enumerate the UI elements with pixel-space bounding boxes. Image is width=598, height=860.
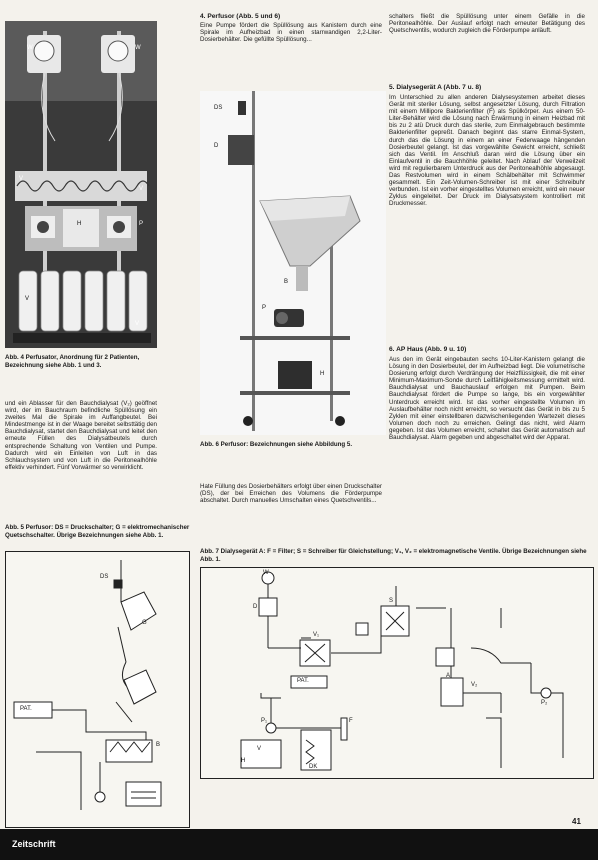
column1-body-text: und ein Ablasser für den Bauchdialysat (V₂) geöffnet wird, der im Bauchraum befindliche Spüllösung ein zweites Mal die Spirale im Auffangbeutel. Bei Mindestmenge ist in der Waage bereitet selbsttätig den Bauchdialysat, startet den Bauchdialysat und leitet den erneute Füllen des Dialysatbeutels durch entsprechende Schaltung von Ventilen und Pumpe. Dadurch wird ein Einleiten von Luft in das Schlauchsystem und von Luft in die Peritonealhöhle effektiv verhindert. Fünf Vorwärmer so verwirklicht. [5, 400, 157, 471]
fig6-label-b: B [284, 279, 289, 285]
fig7-label-a: A [446, 673, 451, 679]
fig7-label-f: F [349, 718, 353, 724]
figure-5-caption: Abb. 5 Perfusor: DS = Druckschalter; G = elektromechanischer Quetschschalter. Übrige Bezeichnungen siehe Abb. 1. [5, 524, 190, 539]
fig7-label-p1: P₁ [261, 718, 268, 724]
fig6-label-ds: DS [214, 105, 223, 111]
fig5-label-ds: DS [100, 574, 109, 580]
fig4-label-v-left: V [19, 176, 24, 182]
section-5-heading: 5. Dialysegerät A (Abb. 7 u. 8) [389, 84, 482, 91]
fig7-label-v1: V₁ [313, 632, 320, 638]
column2-body-text: Hate Füllung des Dosierbehälters erfolgt über einen Druckschalter (DS), der bei Erreichen des Volumens die Förderpumpe abschaltet. Durch manuelles Umschalten eines Quetschventils... [200, 483, 382, 505]
fig7-label-d: D [253, 604, 258, 610]
fig7-label-pat: PAT. [297, 678, 309, 684]
fig4-label-h: H [77, 221, 82, 227]
section-4-text: Eine Pumpe fördert die Spüllösung aus Kanistern durch eine Spirale im Aufheizbad in einen starrwandigen 2,2-Liter-Dosierbehälter. Die gefüllte Spüllösung... [200, 22, 382, 44]
footer-bar [0, 829, 598, 860]
fig4-label-w-right: W [135, 45, 141, 51]
fig4-label-v-bottom-right: V [135, 321, 140, 327]
figure-6-caption: Abb. 6 Perfusor: Bezeichnungen siehe Abbildung 5. [200, 441, 353, 448]
fig5-label-b: B [156, 742, 161, 748]
fig6-label-h: H [320, 371, 325, 377]
fig7-label-s: S [389, 598, 394, 604]
section-6-text: Aus den im Gerät eingebauten sechs 10-Liter-Kanistern gelangt die Lösung in den Dosierbeutel, der im Aufheizbad liegt. Die volumetrische Dosierung erfolgt durch Verdrängung der Heizflüssigkeit, die mit einer Minimum-Maximum-Sonde durch Leitfähigkeitsmessung ermittelt wird. Bauchdialysat und Bauchauslauf erfolgen mit Pumpen. Beim Bauchdialysat fördert die Pumpe so lange, bis ein vorgewählter Unterdruck erreicht wird. Ist das vorher eingestellte Volumen im Auslaufbehälter noch nicht erreicht, so versucht das Gerät in bis zu 5 Zyklen mit einer einstellbaren dazwischenliegenden Wartezeit dieses Volumen doch noch zu erreichen. Gelingt das nicht, wird Alarm gegeben. Ist das Volumen erreicht, schaltet das Gerät automatisch auf Bauchdialysat. Alarm gegeben und abgeschaltet wird der Apparat. [389, 356, 585, 442]
perfusor-schematic [6, 552, 189, 827]
figure-7-caption: Abb. 7 Dialysegerät A: F = Filter; S = Schreiber für Gleichstellung; V₁, V₂ = elektromagnetische Ventile. Übrige Bezeichnungen siehe Abb. 1. [200, 548, 587, 563]
fig4-label-v-bottom-left: V [25, 296, 30, 302]
fig7-label-v2: V₂ [471, 682, 478, 688]
fig4-label-p: P [139, 221, 144, 227]
perfusor-cart-illustration [200, 91, 386, 435]
fig7-label-w: W [263, 570, 269, 576]
fig6-label-d: D [214, 143, 219, 149]
fig4-label-w-left: W [27, 45, 33, 51]
figure-4-photo [5, 21, 157, 348]
figure-4-caption: Abb. 4 Perfusator, Anordnung für 2 Patienten, Bezeichnung siehe Abb. 1 und 3. [5, 354, 140, 369]
figure-5-schematic [5, 551, 190, 828]
page-number: 41 [572, 817, 581, 826]
fig5-label-g: G [142, 620, 147, 626]
section-4-heading: 4. Perfusor (Abb. 5 und 6) [200, 13, 281, 20]
section-5-text: Im Unterschied zu allen anderen Dialysesystemen arbeitet dieses Gerät mit steriler Lösung, selbst angesetzter Lösung, durch Filtration mit einem Millipore Bakterienfilter (F) als Spülkörper. Aus einem 50-Liter-Behälter wird die Lösung nach Erwärmung in einem Heizbad mit bis zu 2 atü Druck durch das sterile, zum Einmalgebrauch bestimmte Bakterienfilter gepreßt. Danach beginnt das starre Einmal-System, durch das die Lösung in einem an einer Federwaage hängenden Dosierbeutel gelangt. Ist das vorgewählte Gewicht erreicht, schließt sich das Ventil. Im Anschluß daran wird die Lösung über ein Einlaufventil in die Bauchhöhle geleitet. Nach Ablauf der Verweilzeit wird mit regulierbarem Unterdruck aus der Peritonealhöhle abgesaugt. Das Restvolumen wird in einem Schälbehälter mit Schwimmer gesammelt. Ein Zeit-Volumen-Schreiber ist mit einer Schreibuhr verbunden. Ist ein vorher eingestelltes Volumen erreicht, wird ein neuer Zyklus eingeleitet. Der Druck im Dialysatsystem kontrolliert mit Druckmesser. [389, 94, 585, 208]
column3-top-text: schalters fließt die Spüllösung unter einem Gefälle in die Peritonealhöhle. Der Auslauf erfolgt nach erneuter Betätigung des Quetschventils, wodurch zugleich die Förderpumpe anläuft. [389, 13, 585, 35]
fig5-label-pat: PAT. [20, 706, 32, 712]
fig7-label-h: H [241, 758, 246, 764]
footer-text: Zeitschrift [12, 839, 56, 849]
section-6-heading: 6. AP Haus (Abb. 9 u. 10) [389, 346, 467, 353]
fig7-label-dk: DK [309, 764, 318, 770]
fig4-label-v-right: V [139, 186, 144, 192]
fig7-label-v: V [257, 746, 262, 752]
fig7-label-p2: P₂ [541, 700, 548, 706]
fig6-label-p: P [262, 305, 267, 311]
figure-7-schematic [200, 567, 594, 779]
figure-6-photo [200, 91, 386, 435]
